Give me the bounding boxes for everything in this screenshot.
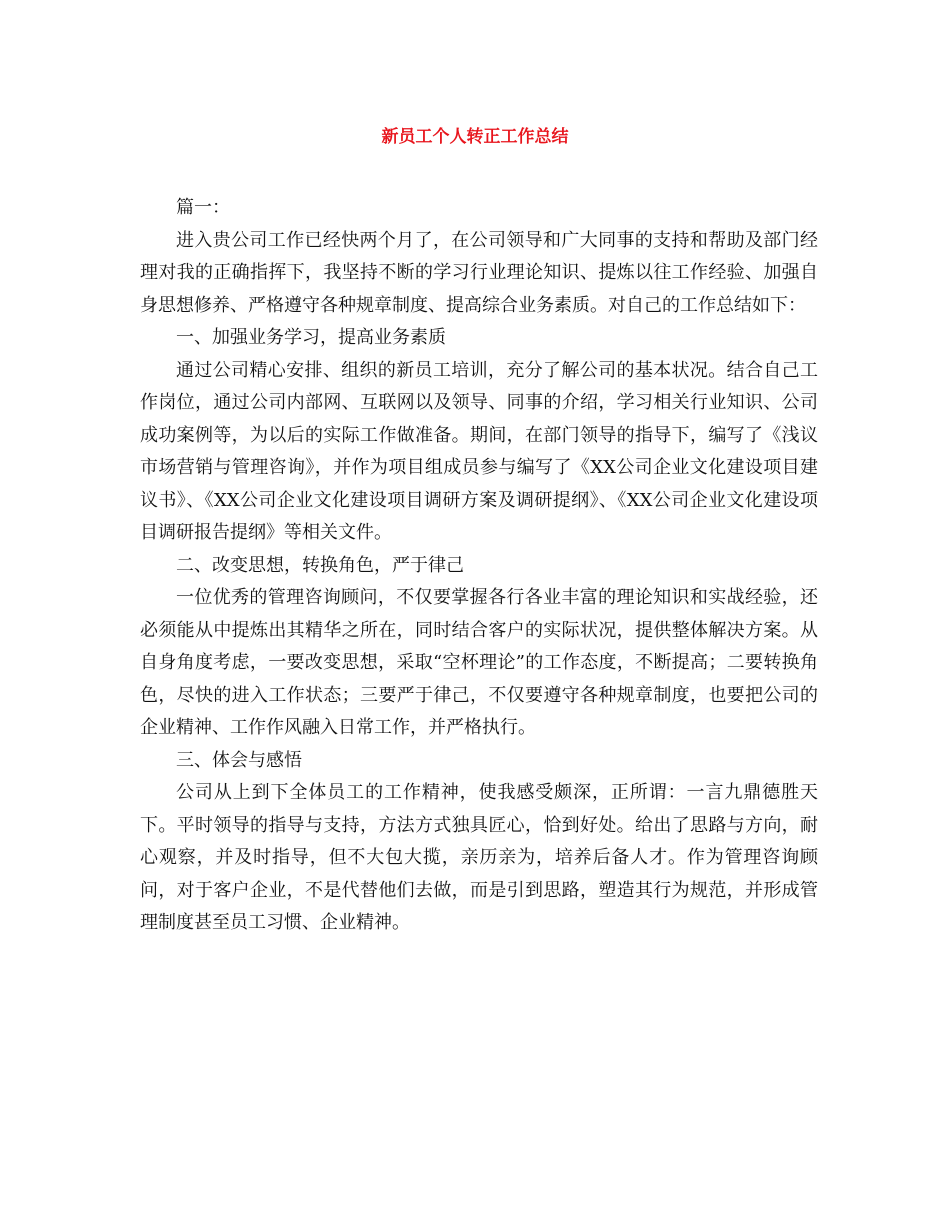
document-body [140,192,818,940]
document-title: 新员工个人转正工作总结 [381,127,569,147]
section-1-paragraph: 通过公司精心安排、组织的新员工培训，充分了解公司的基本状况。结合自己工作岗位，通过公司内部网、互联网以及领导、同事的介绍，学习相关行业知识、公司成功案例等，为以后的实际工作做准备。期间，在部门领导的指导下，编写了《浅议市场营销与管理咨询》，并作为项目组成员参与编写了《XX公司企业文化建设项目建议书》、《XX公司企业文化建设项目调研方案及调研提纲》、《XX公司企业文化建设项目调研报告提纲》等相关文件。 [140,359,818,543]
section-3-paragraph: 公司从上到下全体员工的工作精神，使我感受颇深，正所谓：一言九鼎德胜天下。平时领导的指导与支持，方法方式独具匠心，恰到好处。给出了思路与方向，耐心观察，并及时指导，但不大包大揽，亲历亲为，培养后备人才。作为管理咨询顾问，对于客户企业，不是代替他们去做，而是引到思路，塑造其行为规范，并形成管理制度甚至员工习惯、企业精神。 [140,782,818,933]
section-heading-3: 三、体会与感悟 [176,749,302,771]
section-heading-2: 二、改变思想，转换角色，严于律己 [176,554,464,576]
section-label: 篇一： [176,197,230,218]
intro-paragraph: 进入贵公司工作已经快两个月了，在公司领导和广大同事的支持和帮助及部门经理对我的正确指挥下，我坚持不断的学习行业理论知识、提炼以往工作经验、加强自身思想修养、严格遵守各种规章制度、提高综合业务素质。对自己的工作总结如下： [140,229,818,316]
section-heading-1: 一、加强业务学习，提高业务素质 [176,327,446,348]
section-2-paragraph: 一位优秀的管理咨询顾问，不仅要掌握各行各业丰富的理论知识和实战经验，还必须能从中提炼出其精华之所在，同时结合客户的实际状况，提供整体解决方案。从自身角度考虑，一要改变思想，采取“空杯理论”的工作态度，不断提高；二要转换角色，尽快的进入工作状态；三要严于律己，不仅要遵守各种规章制度，也要把公司的企业精神、工作作风融入日常工作，并严格执行。 [140,587,818,738]
